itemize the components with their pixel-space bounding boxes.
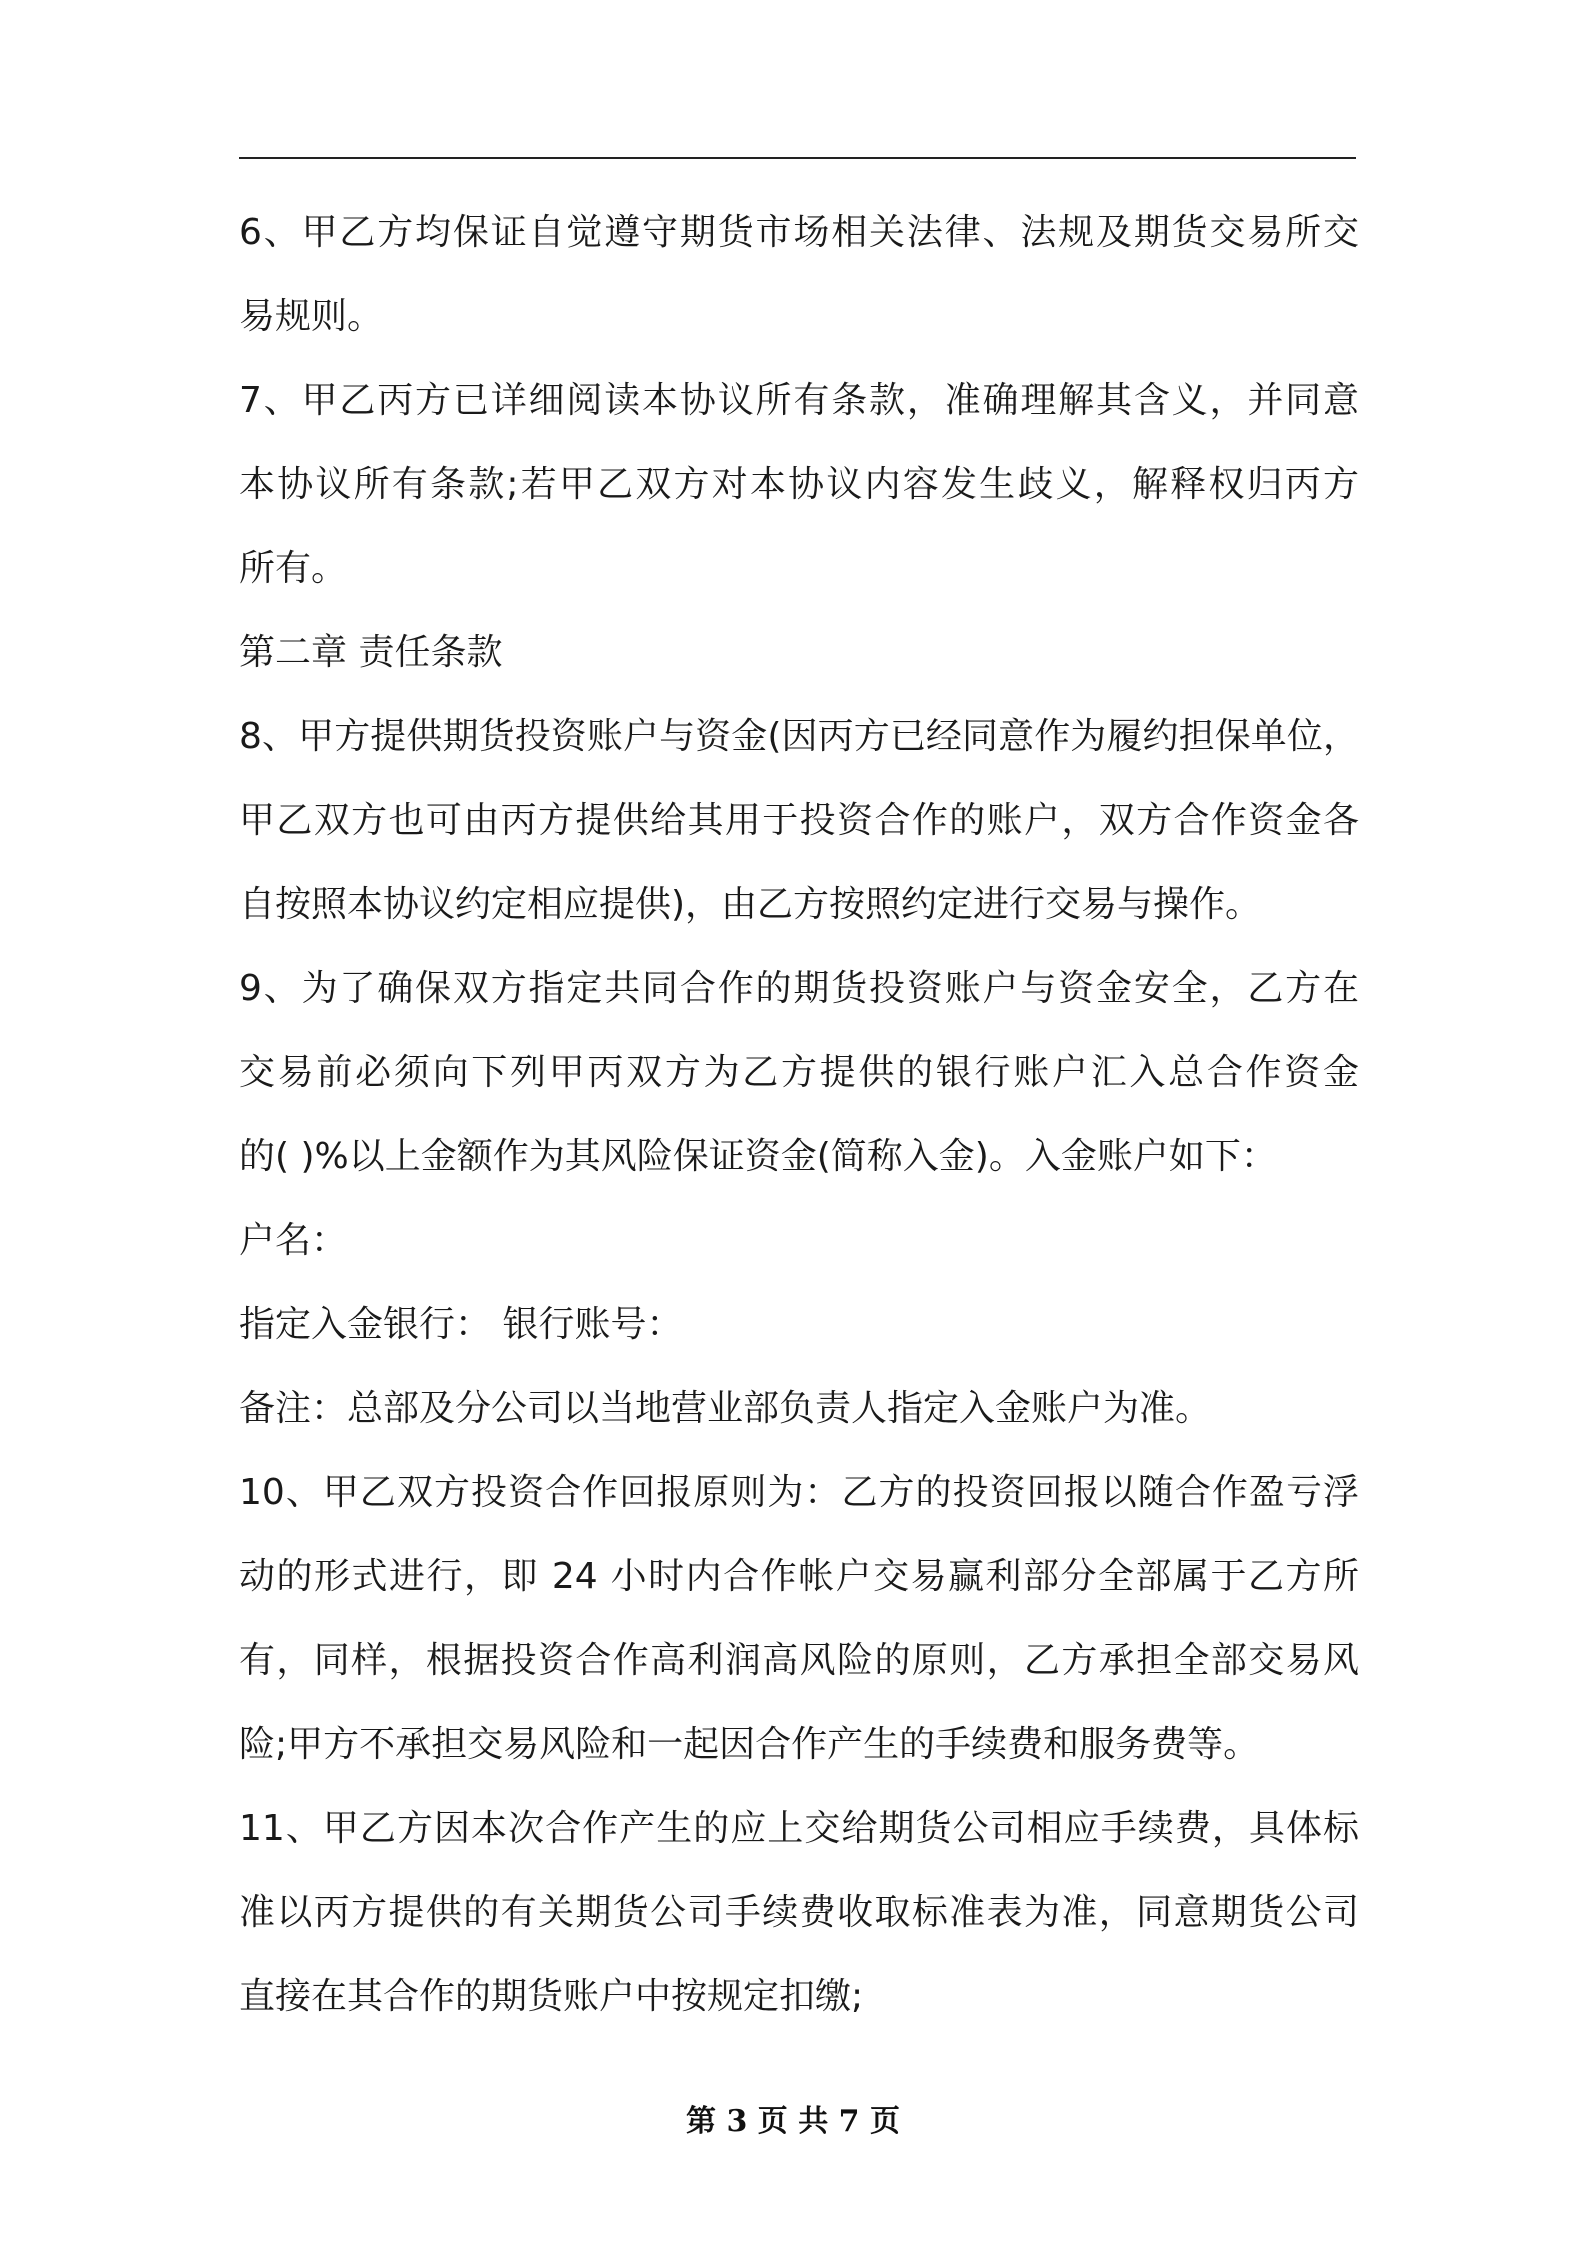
text-line: 自按照本协议约定相应提供)，由乙方按照约定进行交易与操作。 <box>239 884 1262 925</box>
text-line: 的( )%以上金额作为其风险保证资金(简称入金)。入金账户如下： <box>239 1136 1277 1177</box>
text-line: 直接在其合作的期货账户中按规定扣缴; <box>239 1976 864 2017</box>
text-line: 所有。 <box>239 548 348 589</box>
text-line: 易规则。 <box>239 296 384 337</box>
text-line: 7、甲乙丙方已详细阅读本协议所有条款，准确理解其含义，并同意 <box>239 380 1359 421</box>
text-line: 9、为了确保双方指定共同合作的期货投资账户与资金安全，乙方在 <box>239 968 1359 1009</box>
page-number-footer: 第 3 页 共 7 页 <box>686 2104 900 2139</box>
text-line: 本协议所有条款;若甲乙双方对本协议内容发生歧义，解释权归丙方 <box>239 464 1359 505</box>
remark-line: 备注：总部及分公司以当地营业部负责人指定入金账户为准。 <box>239 1388 1212 1429</box>
bank-account-field: 指定入金银行： 银行账号： <box>239 1304 683 1345</box>
text-line: 有，同样，根据投资合作高利润高风险的原则，乙方承担全部交易风 <box>239 1640 1359 1681</box>
document-body <box>239 191 1359 2039</box>
text-line: 11、甲乙方因本次合作产生的应上交给期货公司相应手续费，具体标 <box>239 1808 1359 1849</box>
header-divider <box>239 157 1356 159</box>
text-line: 10、甲乙双方投资合作回报原则为：乙方的投资回报以随合作盈亏浮 <box>239 1472 1359 1513</box>
chapter-heading: 第二章 责任条款 <box>239 632 503 673</box>
account-name-field: 户名： <box>239 1220 348 1261</box>
text-line: 动的形式进行，即 24 小时内合作帐户交易赢利部分全部属于乙方所 <box>239 1556 1359 1597</box>
text-line: 交易前必须向下列甲丙双方为乙方提供的银行账户汇入总合作资金 <box>239 1052 1359 1093</box>
text-line: 甲乙双方也可由丙方提供给其用于投资合作的账户，双方合作资金各 <box>239 800 1359 841</box>
text-line: 6、甲乙方均保证自觉遵守期货市场相关法律、法规及期货交易所交 <box>239 212 1359 253</box>
text-line: 险;甲方不承担交易风险和一起因合作产生的手续费和服务费等。 <box>239 1724 1260 1765</box>
text-line: 准以丙方提供的有关期货公司手续费收取标准表为准，同意期货公司 <box>239 1892 1359 1933</box>
text-line: 8、甲方提供期货投资账户与资金(因丙方已经同意作为履约担保单位， <box>239 716 1359 757</box>
